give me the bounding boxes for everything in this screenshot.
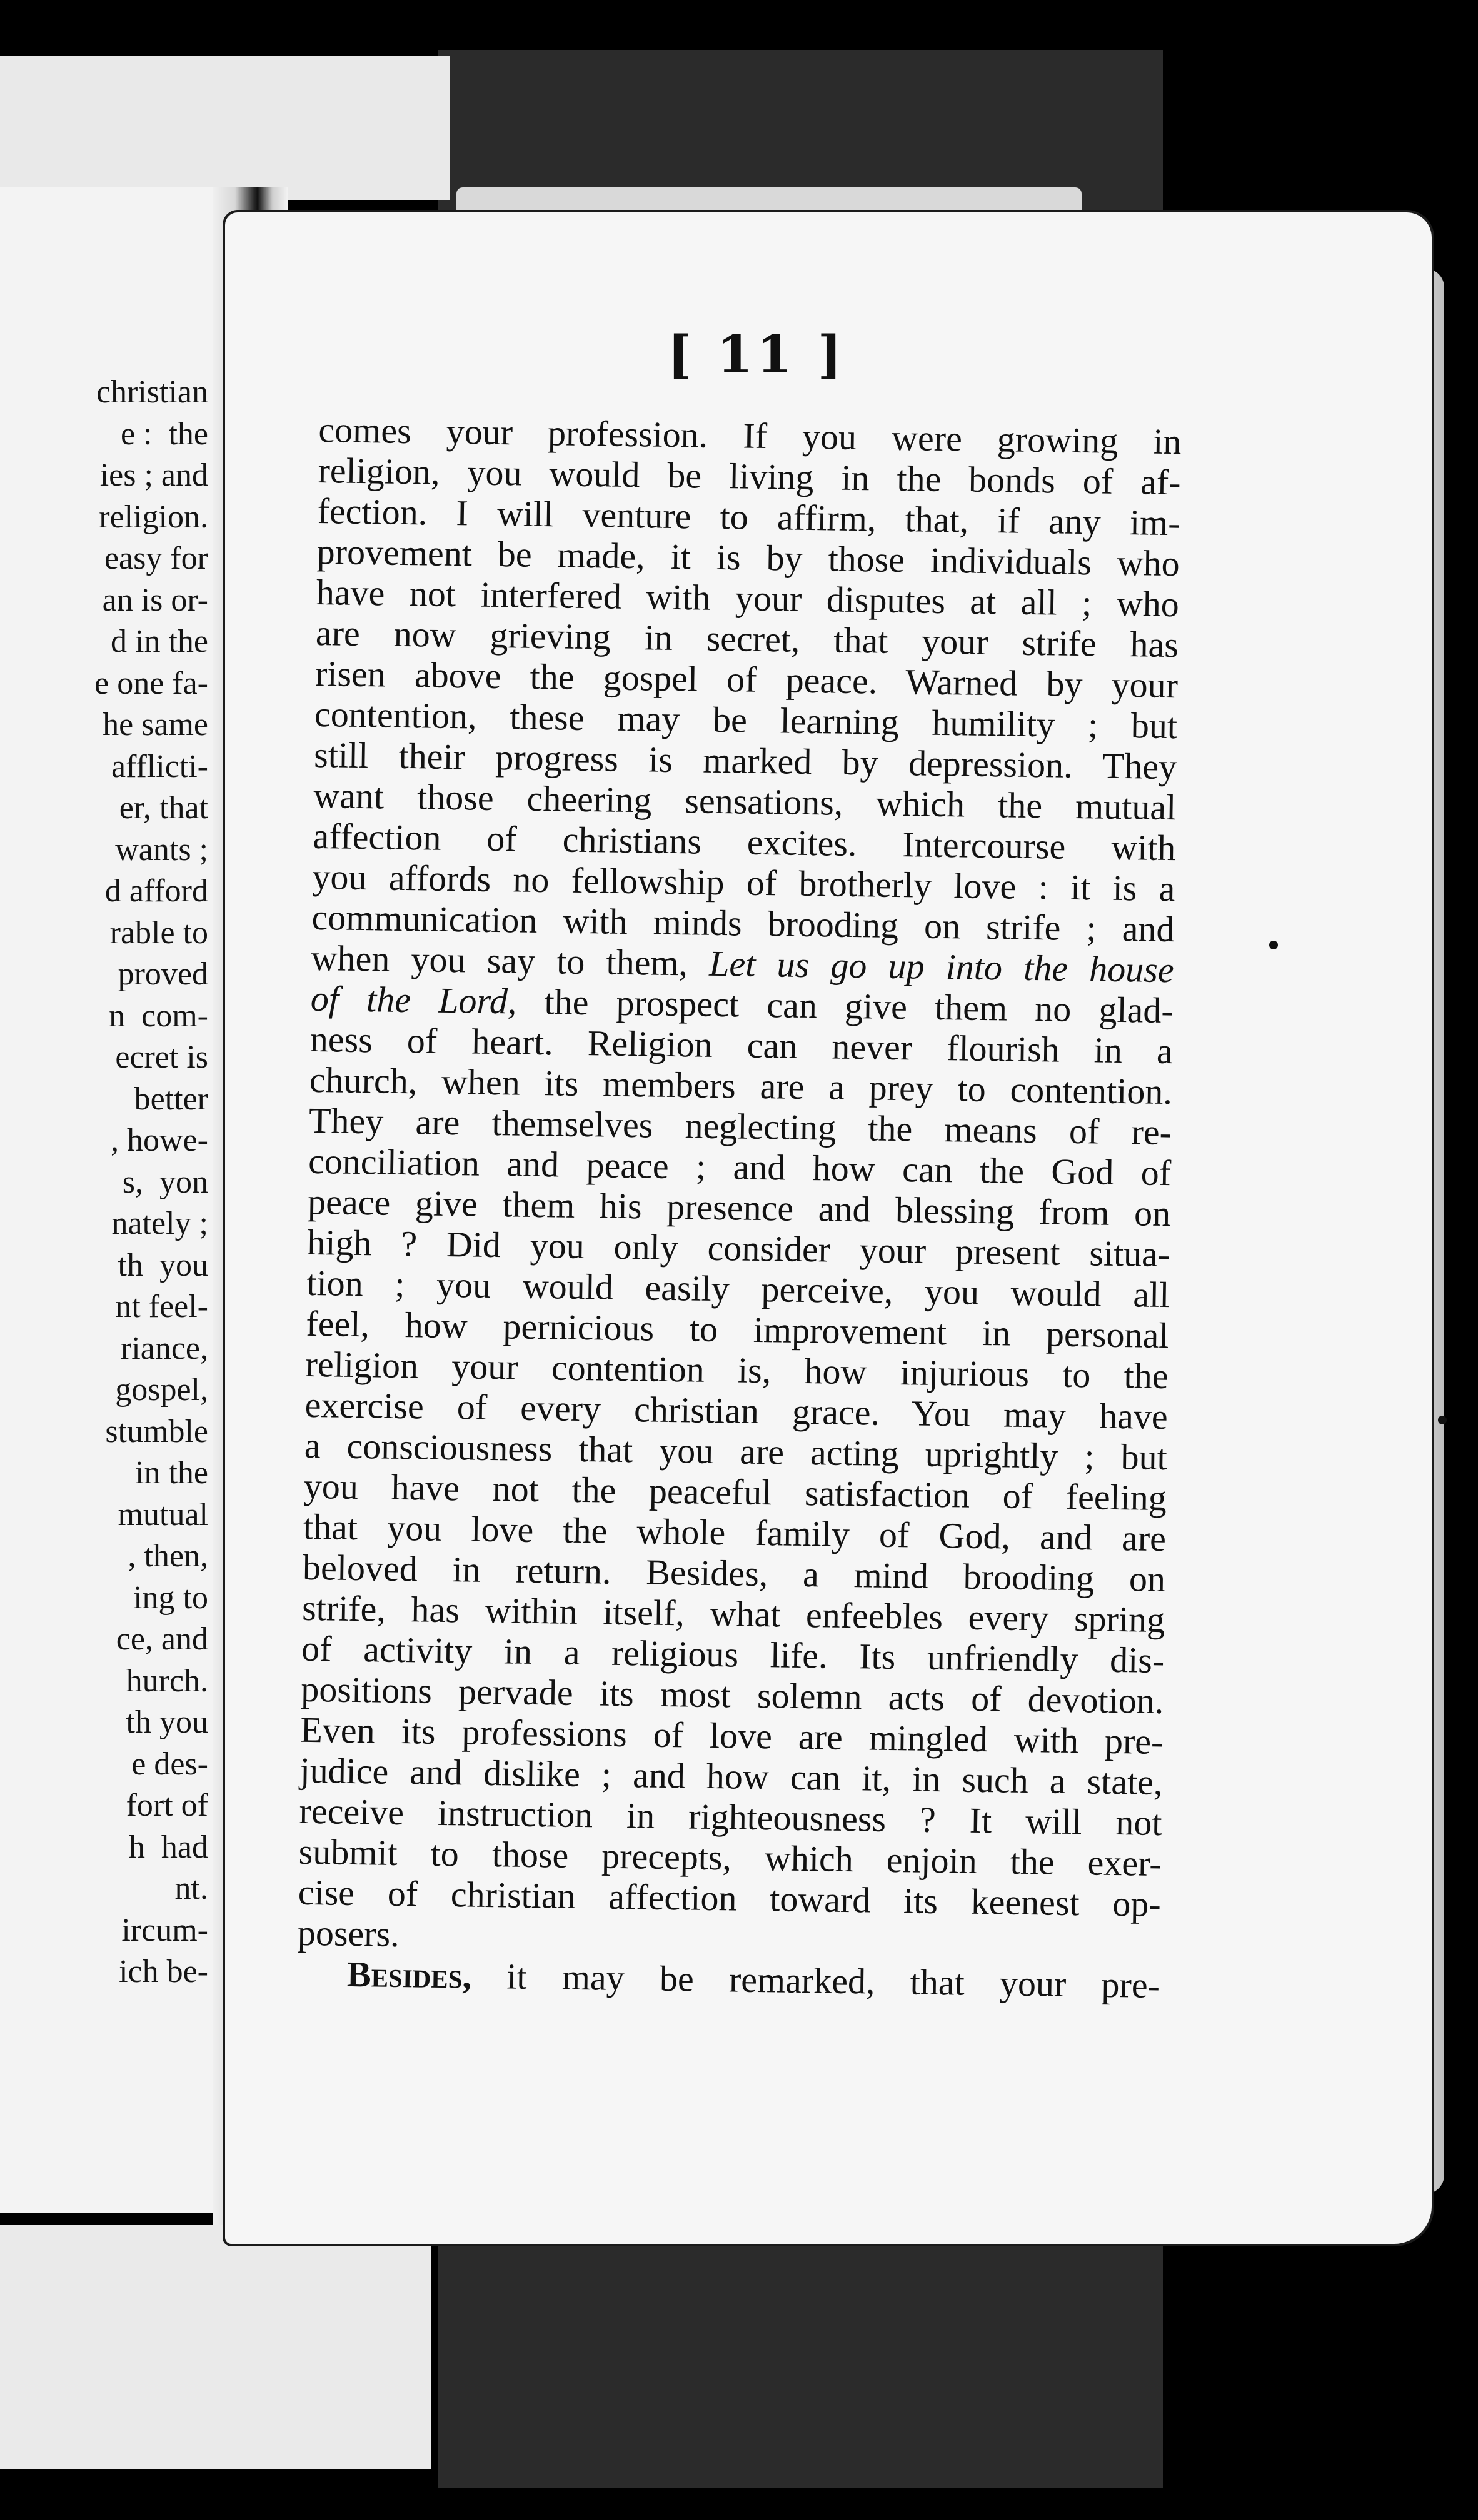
line-text: have not interfered with your disputes at all ; who [316, 571, 1180, 625]
left-page-line: th you [118, 1247, 208, 1283]
line-text: communication with minds brooding on strife ; and [311, 896, 1175, 950]
left-page-line: stumble [105, 1413, 208, 1449]
left-page-line: wants ; [115, 831, 208, 868]
line-text: risen above the gospel of peace. Warned by your [314, 652, 1179, 706]
line-text: tion ; you would easily perceive, you would all [306, 1262, 1170, 1316]
left-page-line: nt. [174, 1871, 208, 1906]
ink-fleck [1269, 941, 1278, 949]
left-page-top-strip [0, 56, 450, 200]
line-text: church, when its members are a prey to contention. [309, 1059, 1173, 1112]
left-page-line: , then, [128, 1538, 208, 1574]
left-page-line: n com- [109, 998, 208, 1034]
line-text: contention, these may be learning humility ; but [314, 693, 1178, 747]
left-page-line: ce, and [116, 1621, 208, 1657]
left-page-line: d in the [111, 624, 208, 659]
left-page-line: rable to [109, 914, 208, 951]
line-text: judice and dislike ; and how can it, in such a state, [299, 1749, 1163, 1803]
line-text: positions pervade its most solemn acts of devotion. [300, 1668, 1164, 1722]
left-page-line: s, yon [122, 1164, 208, 1200]
line-text: beloved in return. Besides, a mind brooding on [302, 1546, 1166, 1600]
line-text: the prospect can give them no glad- [516, 981, 1174, 1031]
left-page-line: er, that [119, 790, 208, 826]
body-text [297, 409, 1182, 2006]
smallcaps-word: Besides, [346, 1953, 472, 1996]
italic-quote: of the Lord, [310, 978, 517, 1022]
left-page-line: ircum- [121, 1912, 208, 1948]
left-page-line: easy for [104, 541, 208, 576]
left-page-line: he same [103, 707, 208, 742]
left-page [0, 188, 219, 2212]
left-page-line: gospel, [115, 1372, 208, 1408]
left-page-line: ies ; and [99, 458, 208, 493]
line-text: exercise of every christian grace. You may have [304, 1384, 1169, 1438]
line-text: you affords no fellowship of brotherly love : it is a [312, 856, 1175, 909]
ink-fleck [1438, 1416, 1447, 1424]
left-page-line: e : the [120, 416, 208, 452]
left-page-line: e one fa- [94, 665, 208, 701]
left-page-line: religion. [99, 499, 208, 535]
left-page-line: riance, [120, 1330, 208, 1366]
line-text: when you say to them, [311, 937, 710, 984]
left-page-line: in the [135, 1455, 208, 1491]
left-page-line: e des- [131, 1746, 208, 1782]
left-page-line: nt feel- [115, 1289, 208, 1324]
line-text: fection. I will venture to affirm, that, if any im- [317, 490, 1181, 544]
left-page-line: ich be- [119, 1954, 208, 1989]
line-text: submit to those precepts, which enjoin the exer- [298, 1831, 1162, 1884]
line-text: Even its professions of love are mingled with pre- [300, 1709, 1164, 1762]
italic-quote: Let us go up into the house [708, 942, 1175, 991]
left-page-line: h had [128, 1829, 208, 1865]
left-page-line: d afford [104, 873, 208, 909]
line-text: religion, you would be living in the bonds of af- [318, 449, 1181, 503]
line-text: provement be made, it is by those individuals who [316, 531, 1180, 584]
line-text: feel, how pernicious to improvement in personal [306, 1302, 1169, 1356]
left-page-line: ing to [133, 1579, 208, 1616]
line-text: it may be remarked, that your pre- [471, 1955, 1160, 2006]
left-page-line: ecret is [115, 1039, 208, 1075]
line-text: ness of heart. Religion can never flourish in a [309, 1018, 1174, 1072]
left-page-line: an is or- [102, 582, 208, 618]
left-page-line: proved [118, 956, 208, 992]
line-text: want those cheering sensations, which the mutual [313, 774, 1177, 828]
line-text: you have not the peaceful satisfaction of feeling [303, 1465, 1167, 1519]
line-text: peace give them his presence and blessing from on [307, 1181, 1171, 1234]
line-text: a consciousness that you are acting uprightly ; but [304, 1424, 1168, 1478]
line-text: religion your contention is, how injurious to the [305, 1343, 1169, 1397]
line-text: are now grieving in secret, that your strife has [315, 612, 1179, 666]
line-text: still their progress is marked by depression. They [313, 734, 1177, 788]
line-text: high ? Did you only consider your present situa- [306, 1221, 1170, 1275]
left-page-text [0, 372, 208, 1993]
left-page-line: , howe- [111, 1122, 208, 1158]
left-page-line: afflicti- [111, 748, 208, 784]
line-text: They are themselves neglecting the means of re- [308, 1099, 1172, 1153]
line-text: of activity in a religious life. Its unfriendly dis- [301, 1628, 1165, 1681]
left-page-line: better [134, 1081, 208, 1117]
line-text: cise of christian affection toward its keenest op- [298, 1871, 1162, 1925]
left-page-line: nately ; [111, 1206, 208, 1241]
left-page-line: th you [126, 1704, 208, 1740]
line-text: that you love the whole family of God, and are [303, 1506, 1167, 1559]
left-page-bottom-strip [0, 2225, 431, 2469]
left-page-line: hurch. [126, 1662, 208, 1699]
left-page-line: fort of [126, 1788, 208, 1823]
left-page-line: christian [96, 374, 208, 410]
line-text: conciliation and peace ; and how can the God of [308, 1140, 1172, 1194]
line-text: affection of christians excites. Intercourse with [313, 815, 1176, 869]
line-text: receive instruction in righteousness ? It will not [299, 1790, 1163, 1844]
left-page-line: mutual [118, 1496, 208, 1532]
line-text: posers. [297, 1912, 400, 1955]
line-text: strife, has within itself, what enfeebles every spring [301, 1587, 1165, 1641]
line-text: comes your profession. If you were growing in [318, 409, 1182, 462]
page-number: [ 11 ] [667, 325, 846, 385]
